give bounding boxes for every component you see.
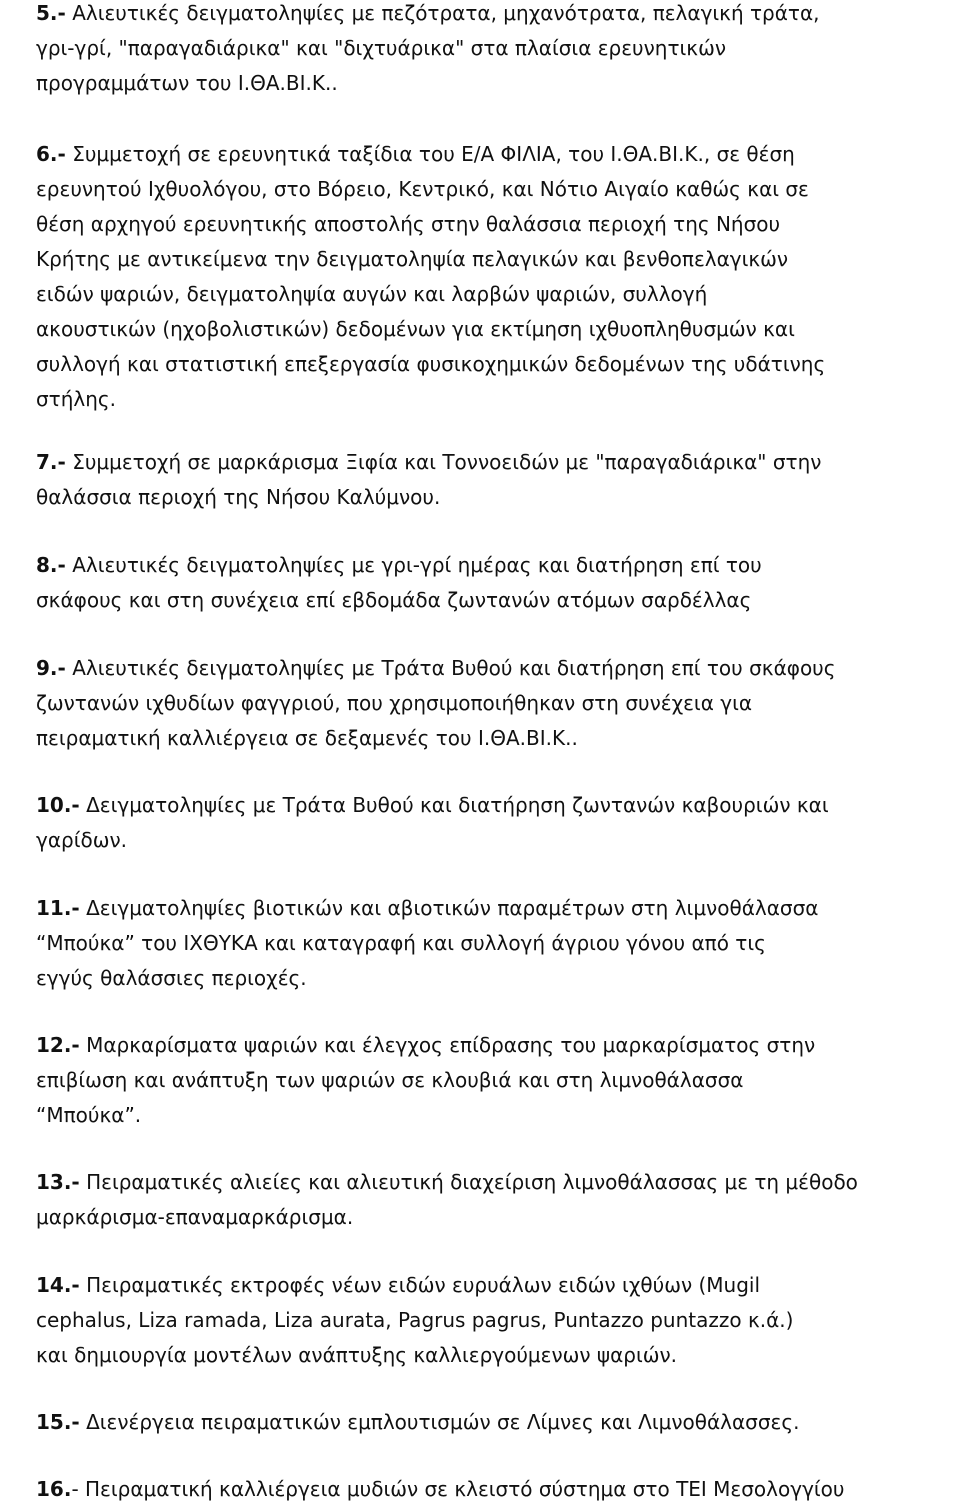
item-text-line: - Πειραματική καλλιέργεια μυδιών σε κλειστό σύστημα στο ΤΕΙ Μεσολογγίου [71,1477,845,1501]
item-text-line: Συμμετοχή σε μαρκάρισμα Ξιφία και Τοννοειδών με "παραγαδιάρικα" στην [72,450,822,474]
item-text-line: Συμμετοχή σε ερευνητικά ταξίδια του Ε/Α ΦΙΛΙΑ, του Ι.ΘΑ.ΒΙ.Κ., σε θέση [72,142,795,166]
list-item [36,651,956,756]
list-item [36,1028,956,1133]
item-text-line: ερευνητού Ιχθυολόγου, στο Βόρειο, Κεντρικό, και Νότιο Αιγαίο καθώς και σε [36,177,809,201]
item-number: 13.- [36,1170,80,1194]
item-number: 6.- [36,142,66,166]
item-number: 8.- [36,553,66,577]
item-text-line: σκάφους και στη συνέχεια επί εβδομάδα ζωντανών ατόμων σαρδέλλας [36,588,752,612]
item-text-line: cephalus, Liza ramada, Liza aurata, Pagrus pagrus, Puntazzo puntazzo κ.ά.) [36,1308,794,1332]
item-text-line: συλλογή και στατιστική επεξεργασία φυσικοχημικών δεδομένων της υδάτινης [36,352,826,376]
item-text-line: εγγύς θαλάσσιες περιοχές. [36,966,307,990]
item-text-line: “Μπούκα” του ΙΧΘΥΚΑ και καταγραφή και συλλογή άγριου γόνου από τις [36,931,766,955]
item-text-line: Αλιευτικές δειγματοληψίες με γρι-γρί ημέρας και διατήρηση επί του [72,553,762,577]
item-text-line: ειδών ψαριών, δειγματοληψία αυγών και λαρβών ψαριών, συλλογή [36,282,708,306]
list-item [36,788,956,858]
item-number: 5.- [36,1,66,25]
list-item [36,1472,956,1507]
list-item [36,891,956,996]
item-text-line: μαρκάρισμα-επαναμαρκάρισμα. [36,1205,354,1229]
item-text-line: Δειγματοληψίες με Τράτα Βυθού και διατήρηση ζωντανών καβουριών και [86,793,829,817]
list-item [36,445,956,515]
list-item [36,1268,956,1373]
item-number: 15.- [36,1410,80,1434]
list-item [36,1405,956,1440]
item-number: 7.- [36,450,66,474]
item-text-line: ακουστικών (ηχοβολιστικών) δεδομένων για εκτίμηση ιχθυοπληθυσμών και [36,317,795,341]
item-text-line: θαλάσσια περιοχή της Νήσου Καλύμνου. [36,485,441,509]
item-text-line: προγραμμάτων του Ι.ΘΑ.ΒΙ.Κ.. [36,71,338,95]
item-text-line: Πειραματικές εκτροφές νέων ειδών ευρυάλων ειδών ιχθύων (Mugil [86,1273,761,1297]
item-text-line: θέση αρχηγού ερευνητικής αποστολής στην θαλάσσια περιοχή της Νήσου [36,212,781,236]
item-text-line: Πειραματικές αλιείες και αλιευτική διαχείριση λιμνοθάλασσας με τη μέθοδο [86,1170,858,1194]
item-number: 14.- [36,1273,80,1297]
item-text-line: Κρήτης με αντικείμενα την δειγματοληψία πελαγικών και βενθοπελαγικών [36,247,789,271]
item-text-line: Δειγματοληψίες βιοτικών και αβιοτικών παραμέτρων στη λιμνοθάλασσα [86,896,819,920]
item-number: 10.- [36,793,80,817]
item-text-line: Αλιευτικές δειγματοληψίες με Τράτα Βυθού και διατήρηση επί του σκάφους [72,656,836,680]
list-item [36,548,956,618]
item-text-line: “Μπούκα”. [36,1103,142,1127]
item-number: 12.- [36,1033,80,1057]
item-number: 16. [36,1477,72,1501]
item-text-line: Αλιευτικές δειγματοληψίες με πεζότρατα, μηχανότρατα, πελαγική τράτα, [72,1,820,25]
item-text-line: πειραματική καλλιέργεια σε δεξαμενές του Ι.ΘΑ.ΒΙ.Κ.. [36,726,578,750]
list-item [36,1165,956,1235]
item-text-line: Διενέργεια πειραματικών εμπλουτισμών σε Λίμνες και Λιμνοθάλασσες. [86,1410,800,1434]
list-item [36,137,956,417]
item-number: 9.- [36,656,66,680]
item-number: 11.- [36,896,80,920]
list-item [36,0,956,101]
item-text-line: ζωντανών ιχθυδίων φαγγριού, που χρησιμοποιήθηκαν στη συνέχεια για [36,691,753,715]
item-text-line: Μαρκαρίσματα ψαριών και έλεγχος επίδρασης του μαρκαρίσματος στην [86,1033,816,1057]
item-text-line: στήλης. [36,387,116,411]
item-text-line: γρι-γρί, "παραγαδιάρικα" και "διχτυάρικα" στα πλαίσια ερευνητικών [36,36,726,60]
item-text-line: γαρίδων. [36,828,127,852]
item-text-line: επιβίωση και ανάπτυξη των ψαριών σε κλουβιά και στη λιμνοθάλασσα [36,1068,744,1092]
item-text-line: και δημιουργία μοντέλων ανάπτυξης καλλιεργούμενων ψαριών. [36,1343,678,1367]
